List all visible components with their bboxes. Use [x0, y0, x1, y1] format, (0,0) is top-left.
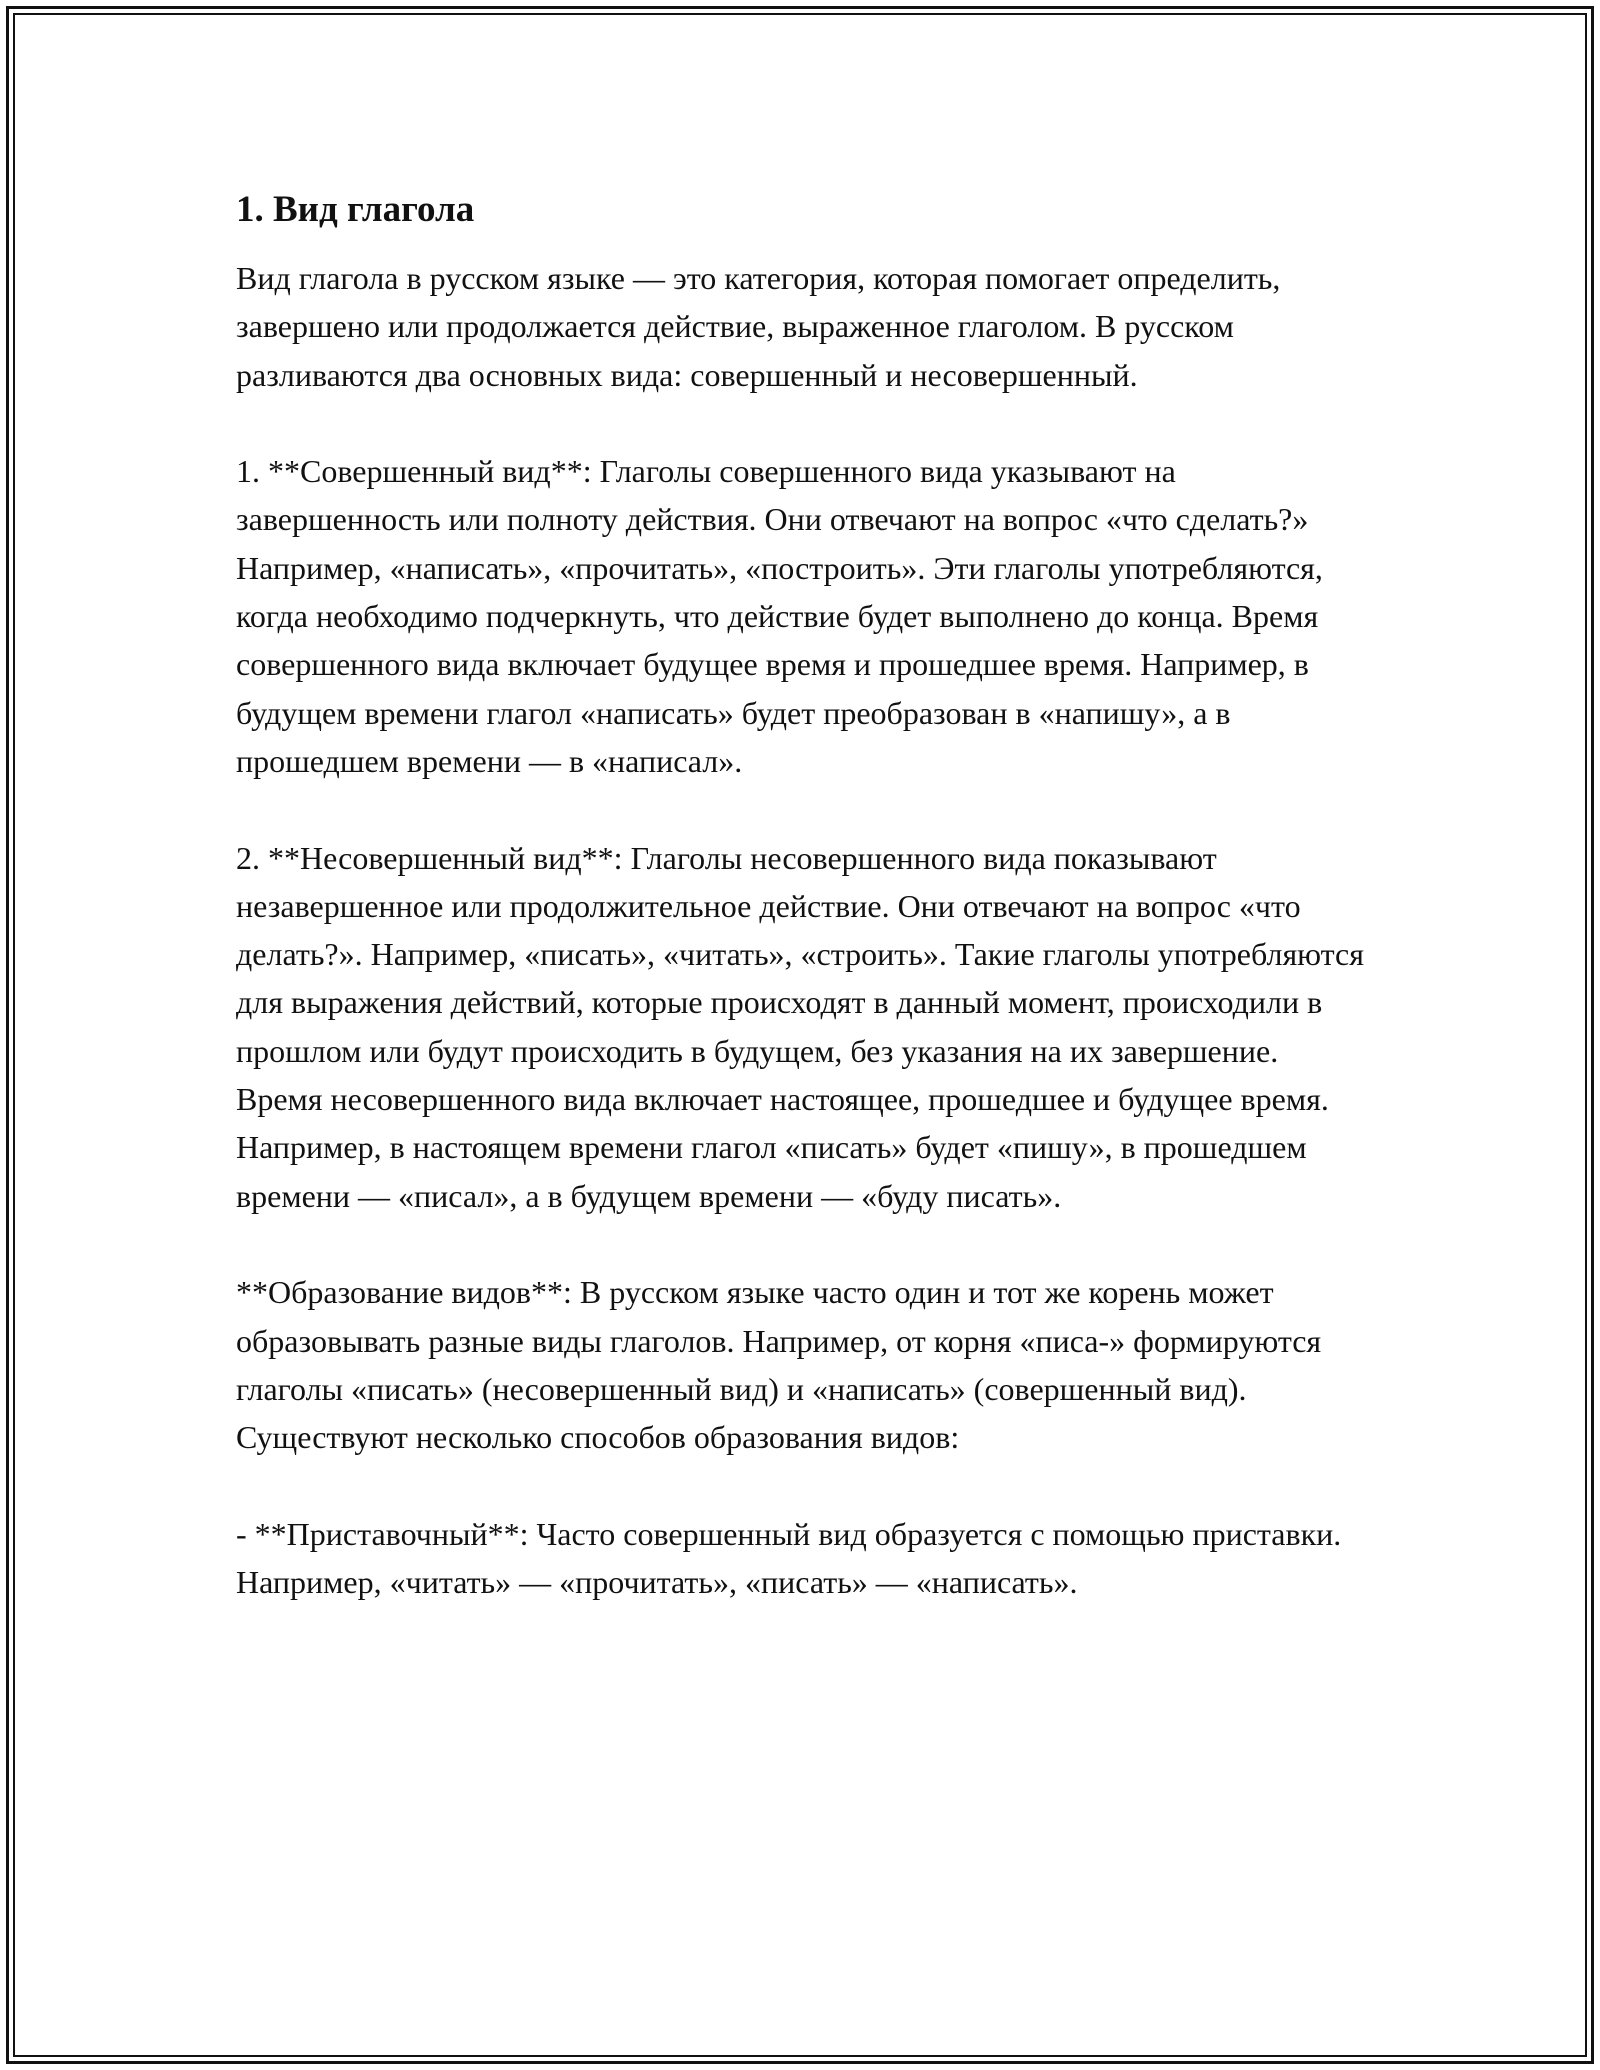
- imperfective-paragraph: 2. **Несовершенный вид**: Глаголы несовершенного вида показывают незавершенное или продолжительное действие. Они отвечают на вопрос «что делать?». Например, «писать», «читать», «строить». Такие глаголы употребляются для выражения действий, которые происходят в данный момент, происходили в прошлом или будут происходить в будущем, без указания на их завершение. Время несовершенного вида включает настоящее, прошедшее и будущее время. Например, в настоящем времени глагол «писать» будет «пишу», в прошедшем времени — «писал», а в будущем времени — «буду писать».: [236, 839, 1364, 1214]
- perfective-paragraph: 1. **Совершенный вид**: Глаголы совершенного вида указывают на завершенность или полноту действия. Они отвечают на вопрос «что сделать?» Например, «написать», «прочитать», «построить». Эти глаголы употребляются, когда необходимо подчеркнуть, что действие будет выполнено до конца. Время совершенного вида включает будущее время и прошедшее время. Например, в будущем времени глагол «написать» будет преобразован в «напишу», а в прошедшем времени — в «написал».: [236, 453, 1323, 779]
- intro-paragraph: Вид глагола в русском языке — это категория, которая помогает определить, завершено или продолжается действие, выраженное глаголом. В русском разливаются два основных вида: совершенный и несовершенный.: [236, 260, 1281, 393]
- prefix-method-paragraph: - **Приставочный**: Часто совершенный вид образуется с помощью приставки. Например, «читать» — «прочитать», «писать» — «написать».: [236, 1515, 1342, 1601]
- document-body: [236, 186, 1371, 1655]
- aspect-formation-paragraph: **Образование видов**: В русском языке часто один и тот же корень может образовывать разные виды глаголов. Например, от корня «писа-» формируются глаголы «писать» (несовершенный вид) и «написать» (совершенный вид). Существуют несколько способов образования видов:: [236, 1274, 1322, 1456]
- section-heading: 1. Вид глагола: [236, 189, 475, 230]
